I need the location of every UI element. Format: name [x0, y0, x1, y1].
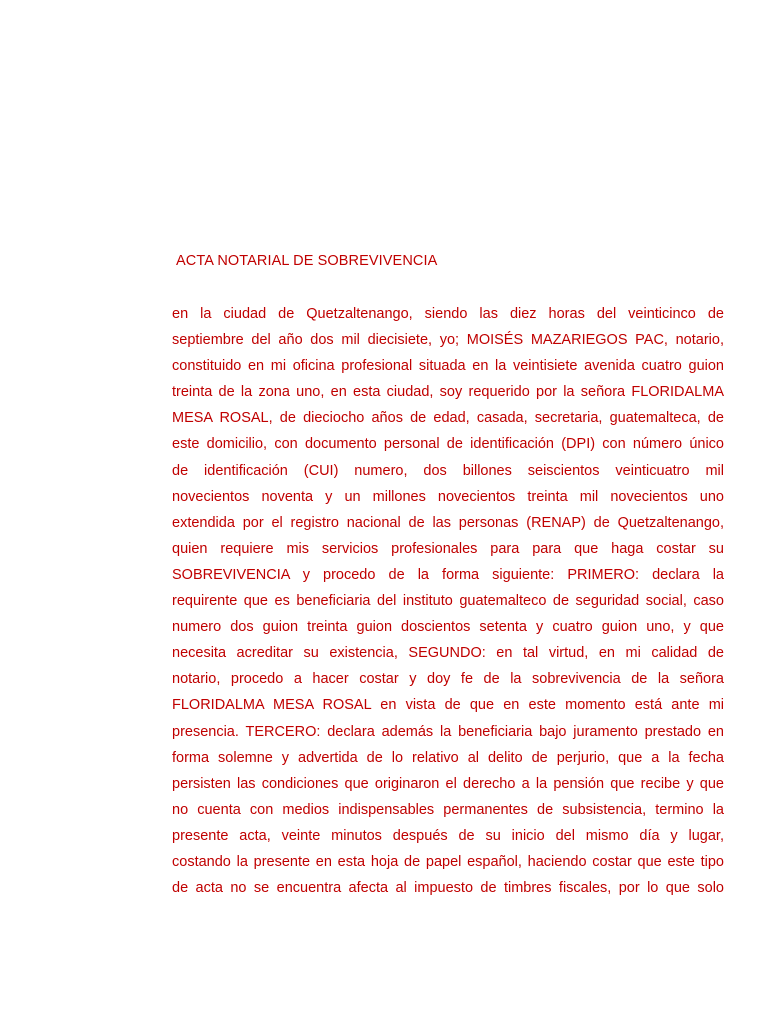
body-line: SOBREVIVENCIA y procedo de la forma siguiente: PRIMERO: declara la: [172, 566, 724, 583]
body-line: presente acta, veinte minutos después de su inicio del mismo día y lugar,: [172, 827, 724, 844]
body-line: septiembre del año dos mil diecisiete, yo; MOISÉS MAZARIEGOS PAC, notario,: [172, 332, 724, 349]
body-line: forma solemne y advertida de lo relativo al delito de perjurio, que a la fecha: [172, 749, 724, 766]
body-line: de identificación (CUI) numero, dos billones seiscientos veinticuatro mil: [172, 462, 724, 479]
body-line: treinta de la zona uno, en esta ciudad, soy requerido por la señora FLORIDALMA: [172, 384, 724, 401]
document-title: ACTA NOTARIAL DE SOBREVIVENCIA: [176, 253, 438, 269]
body-line: extendida por el registro nacional de las personas (RENAP) de Quetzaltenango,: [172, 514, 724, 531]
body-line: persisten las condiciones que originaron el derecho a la pensión que recibe y que: [172, 775, 724, 792]
body-line: numero dos guion treinta guion doscientos setenta y cuatro guion uno, y que: [172, 619, 724, 636]
body-line: costando la presente en esta hoja de papel español, haciendo costar que este tipo: [172, 853, 724, 870]
body-line: novecientos noventa y un millones novecientos treinta mil novecientos uno: [172, 488, 724, 505]
body-line: FLORIDALMA MESA ROSAL en vista de que en este momento está ante mi: [172, 697, 724, 714]
body-line: notario, procedo a hacer costar y doy fe de la sobrevivencia de la señora: [172, 671, 724, 688]
body-line: en la ciudad de Quetzaltenango, siendo las diez horas del veinticinco de: [172, 306, 724, 322]
body-line: no cuenta con medios indispensables permanentes de subsistencia, termino la: [172, 801, 724, 818]
body-line: presencia. TERCERO: declara además la beneficiaria bajo juramento prestado en: [172, 723, 724, 740]
body-line: requirente que es beneficiaria del instituto guatemalteco de seguridad social, caso: [172, 593, 724, 610]
body-line: MESA ROSAL, de dieciocho años de edad, casada, secretaria, guatemalteca, de: [172, 410, 724, 427]
body-line: de acta no se encuentra afecta al impuesto de timbres fiscales, por lo que solo: [172, 880, 724, 897]
body-line: este domicilio, con documento personal de identificación (DPI) con número único: [172, 436, 724, 453]
body-line: quien requiere mis servicios profesionales para para que haga costar su: [172, 540, 724, 557]
body-line: constituido en mi oficina profesional situada en la veintisiete avenida cuatro guion: [172, 358, 724, 375]
body-line: necesita acreditar su existencia, SEGUNDO: en tal virtud, en mi calidad de: [172, 645, 724, 662]
document-body: [172, 302, 724, 902]
